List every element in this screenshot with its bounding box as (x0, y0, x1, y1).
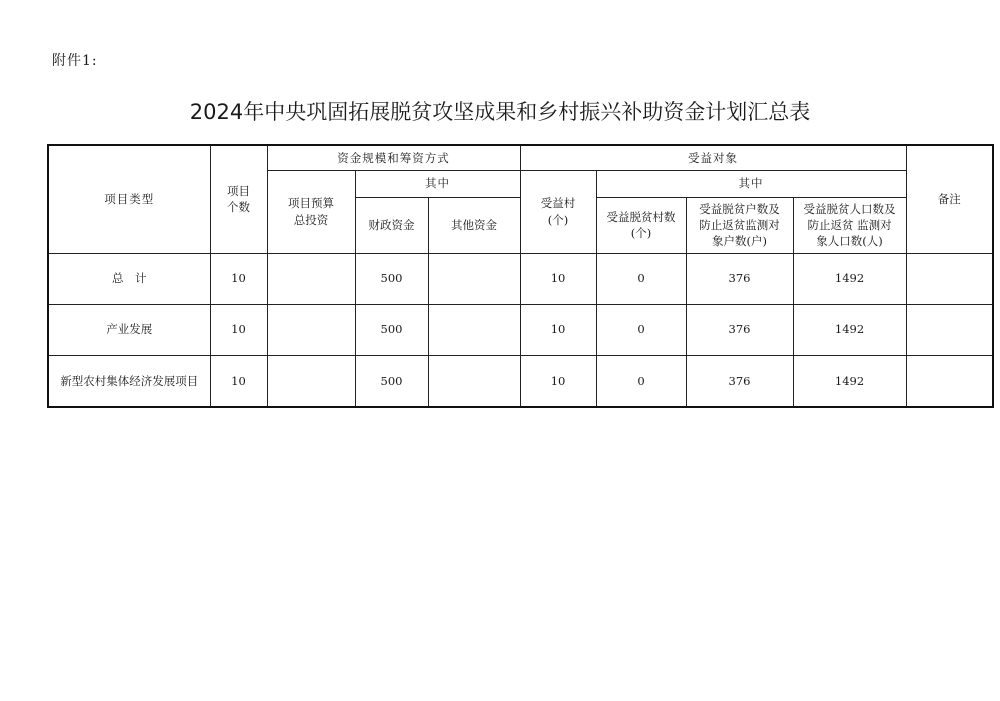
header-other-funds: 其他资金 (428, 197, 520, 253)
header-population: 受益脱贫人口数及 防止返贫 监测对 象人口数(人) (793, 197, 906, 253)
header-beneficiaries: 受益对象 (520, 145, 906, 170)
cell-other (428, 304, 520, 355)
cell-villages: 10 (520, 355, 596, 407)
header-project-type: 项目类型 (48, 145, 210, 253)
cell-remarks (906, 355, 993, 407)
cell-population: 1492 (793, 253, 906, 304)
header-remarks: 备注 (906, 145, 993, 253)
cell-poverty-villages: 0 (596, 253, 686, 304)
table-row (48, 304, 993, 355)
header-benefit-villages: 受益村 (个) (520, 170, 596, 253)
cell-villages: 10 (520, 304, 596, 355)
cell-fiscal: 500 (355, 304, 428, 355)
cell-fiscal: 500 (355, 253, 428, 304)
header-poverty-villages: 受益脱贫村数 (个) (596, 197, 686, 253)
cell-population: 1492 (793, 304, 906, 355)
table-row (48, 253, 993, 304)
header-fiscal-funds: 财政资金 (355, 197, 428, 253)
header-households: 受益脱贫户数及 防止返贫监测对 象户数(户) (686, 197, 793, 253)
header-beneficiaries-of-which: 其中 (596, 170, 906, 197)
cell-households: 376 (686, 253, 793, 304)
cell-remarks (906, 253, 993, 304)
document-title: 2024年中央巩固拓展脱贫攻坚成果和乡村振兴补助资金计划汇总表 (189, 100, 811, 124)
cell-population: 1492 (793, 355, 906, 407)
cell-type: 产业发展 (48, 304, 210, 355)
header-funding-of-which: 其中 (355, 170, 520, 197)
cell-total-budget (267, 253, 355, 304)
attachment-label: 附件1: (52, 53, 98, 69)
header-project-count: 项目 个数 (210, 145, 267, 253)
cell-count: 10 (210, 253, 267, 304)
cell-count: 10 (210, 355, 267, 407)
cell-other (428, 253, 520, 304)
header-funding-scale: 资金规模和筹资方式 (267, 145, 520, 170)
cell-poverty-villages: 0 (596, 304, 686, 355)
cell-type: 新型农村集体经济发展项目 (48, 355, 210, 407)
cell-households: 376 (686, 355, 793, 407)
table-row (48, 355, 993, 407)
cell-poverty-villages: 0 (596, 355, 686, 407)
header-total-budget: 项目预算 总投资 (267, 170, 355, 253)
funding-plan-table (47, 144, 994, 408)
cell-villages: 10 (520, 253, 596, 304)
cell-households: 376 (686, 304, 793, 355)
cell-total-budget (267, 355, 355, 407)
cell-count: 10 (210, 304, 267, 355)
cell-type: 总 计 (48, 253, 210, 304)
cell-other (428, 355, 520, 407)
cell-fiscal: 500 (355, 355, 428, 407)
cell-remarks (906, 304, 993, 355)
cell-total-budget (267, 304, 355, 355)
